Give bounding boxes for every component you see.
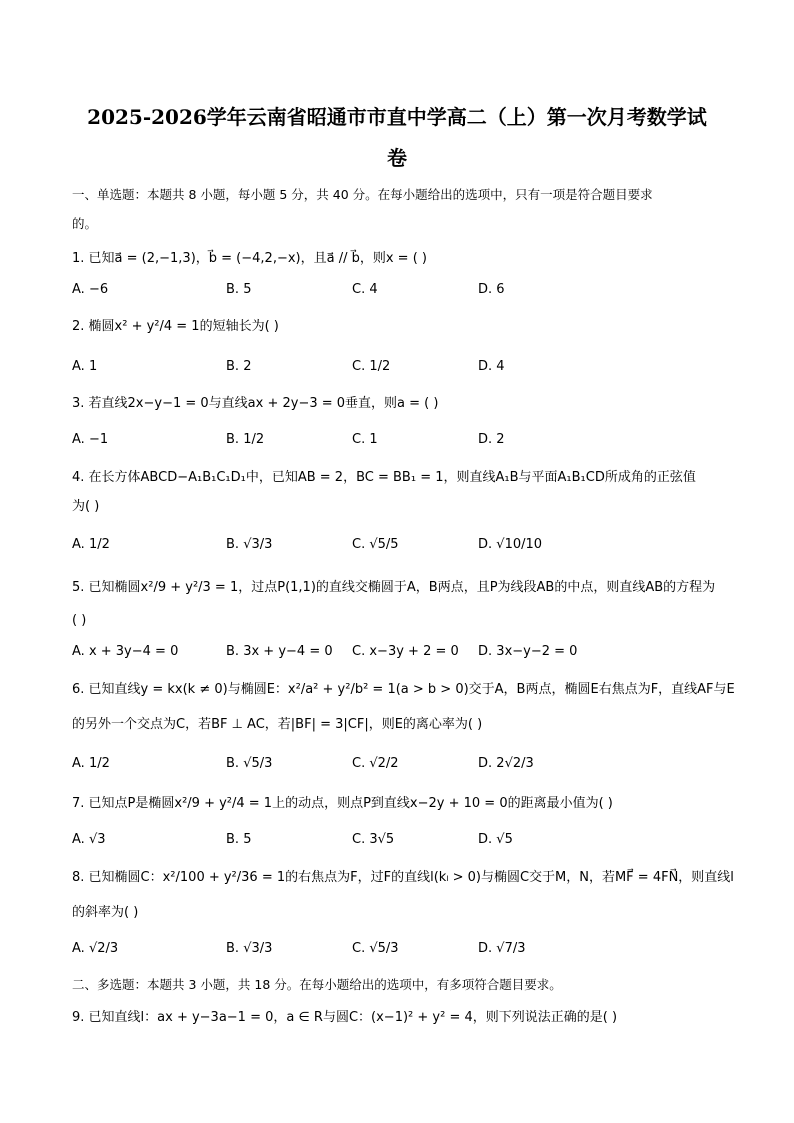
q6-option-a: A. 1/2 <box>72 756 110 771</box>
section2-heading: 二、多选题：本题共 3 小题，共 18 分。在每小题给出的选项中，有多项符合题目要求。 <box>72 977 562 992</box>
q4-option-b: B. √3/3 <box>226 537 273 552</box>
q1-option-a: A. −6 <box>72 282 109 297</box>
q6-option-b: B. √5/3 <box>226 756 273 771</box>
q3-option-b: B. 1/2 <box>226 432 265 447</box>
q7-option-c: C. 3√5 <box>352 832 395 847</box>
q8-option-a: A. √2/3 <box>72 941 119 956</box>
question-1-stem: 1. 已知a⃗ = (2,−1,3)，b⃗ = (−4,2,−x)，且a⃗ // b⃗，则x = ( ) <box>72 251 427 266</box>
q3-option-a: A. −1 <box>72 432 109 447</box>
q5-option-b: B. 3x + y−4 = 0 <box>226 644 333 659</box>
q2-option-d: D. 4 <box>478 359 505 374</box>
q4-option-d: D. √10/10 <box>478 537 543 552</box>
q7-option-b: B. 5 <box>226 832 252 847</box>
q4-option-a: A. 1/2 <box>72 537 110 552</box>
section1-heading-cont: 的。 <box>72 216 98 231</box>
q7-option-a: A. √3 <box>72 832 106 847</box>
question-8-stem: 8. 已知椭圆C：x²/100 + y²/36 = 1的右焦点为F，过F的直线l(kₗ > 0)与椭圆C交于M，N，若MF⃗ = 4FN⃗，则直线l <box>72 870 734 885</box>
question-5-stem-cont: ( ) <box>72 613 87 628</box>
q8-option-b: B. √3/3 <box>226 941 273 956</box>
q2-option-c: C. 1/2 <box>352 359 391 374</box>
question-7-stem: 7. 已知点P是椭圆x²/9 + y²/4 = 1上的动点，则点P到直线x−2y + 10 = 0的距离最小值为( ) <box>72 796 613 811</box>
q4-option-c: C. √5/5 <box>352 537 399 552</box>
q2-option-a: A. 1 <box>72 359 98 374</box>
q3-option-d: D. 2 <box>478 432 505 447</box>
question-3-stem: 3. 若直线2x−y−1 = 0与直线ax + 2y−3 = 0垂直，则a = ( ) <box>72 396 439 411</box>
question-4-stem-cont: 为( ) <box>72 499 100 514</box>
q1-option-c: C. 4 <box>352 282 378 297</box>
q6-option-c: C. √2/2 <box>352 756 399 771</box>
q8-option-d: D. √7/3 <box>478 941 526 956</box>
q3-option-c: C. 1 <box>352 432 378 447</box>
question-6-stem-cont: 的另外一个交点为C，若BF ⊥ AC，若|BF| = 3|CF|，则E的离心率为( ) <box>72 717 483 732</box>
question-6-stem: 6. 已知直线y = kx(k ≠ 0)与椭圆E：x²/a² + y²/b² = 1(a > b > 0)交于A，B两点，椭圆E右焦点为F，直线AF与E <box>72 682 735 697</box>
q1-option-b: B. 5 <box>226 282 252 297</box>
question-4-stem: 4. 在长方体ABCD−A₁B₁C₁D₁中，已知AB = 2，BC = BB₁ = 1，则直线A₁B与平面A₁B₁CD所成角的正弦值 <box>72 470 696 485</box>
section1-heading: 一、单选题：本题共 8 小题，每小题 5 分，共 40 分。在每小题给出的选项中，只有一项是符合题目要求 <box>72 187 653 202</box>
question-2-stem: 2. 椭圆x² + y²/4 = 1的短轴长为( ) <box>72 319 279 334</box>
question-8-stem-cont: 的斜率为( ) <box>72 905 139 920</box>
q7-option-d: D. √5 <box>478 832 513 847</box>
q5-option-d: D. 3x−y−2 = 0 <box>478 644 578 659</box>
exam-title-line2: 卷 <box>387 146 407 170</box>
q1-option-d: D. 6 <box>478 282 505 297</box>
q5-option-a: A. x + 3y−4 = 0 <box>72 644 179 659</box>
exam-title-line1: 2025-2026学年云南省昭通市市直中学高二（上）第一次月考数学试 <box>87 105 707 129</box>
q8-option-c: C. √5/3 <box>352 941 399 956</box>
q6-option-d: D. 2√2/3 <box>478 756 534 771</box>
q2-option-b: B. 2 <box>226 359 252 374</box>
question-9-stem: 9. 已知直线l：ax + y−3a−1 = 0，a ∈ R与圆C：(x−1)² + y² = 4，则下列说法正确的是( ) <box>72 1010 618 1025</box>
question-5-stem: 5. 已知椭圆x²/9 + y²/3 = 1，过点P(1,1)的直线交椭圆于A，B两点，且P为线段AB的中点，则直线AB的方程为 <box>72 580 716 595</box>
q5-option-c: C. x−3y + 2 = 0 <box>352 644 459 659</box>
